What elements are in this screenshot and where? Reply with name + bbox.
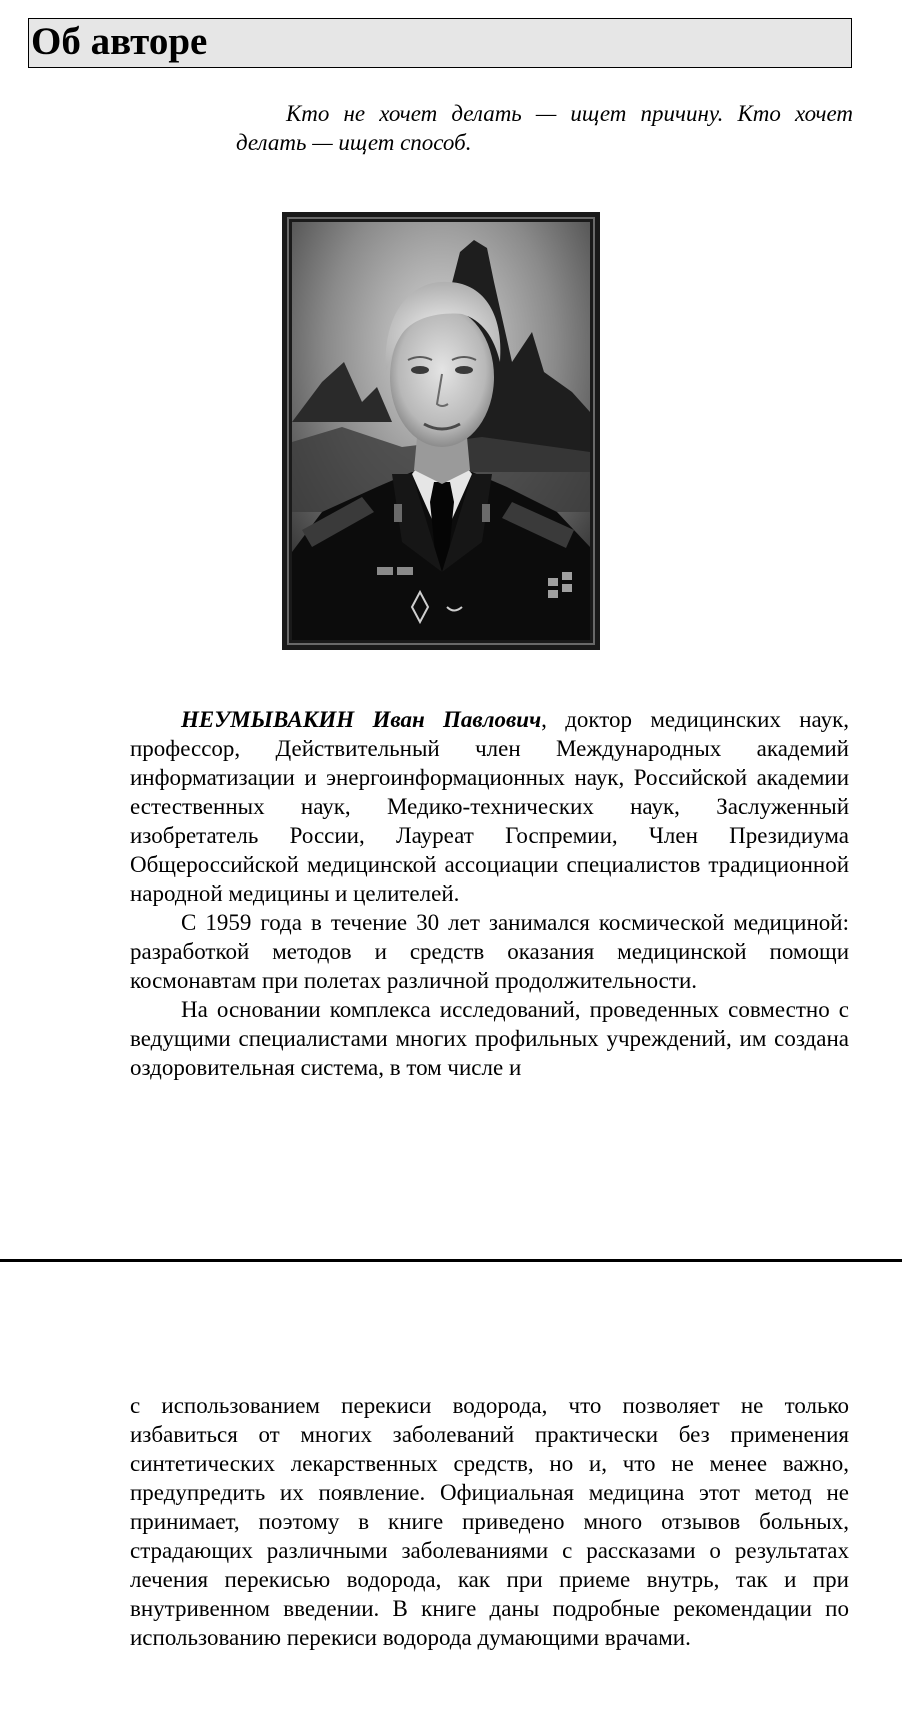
biography-paragraph-2: С 1959 года в течение 30 лет занимался космической медициной: разработкой методов и средств оказания медицинской помощи космонавтам при полетах различной продолжительности.	[130, 910, 849, 993]
biography-paragraph-3: На основании комплекса исследований, проведенных совместно с ведущими специалистами многих профильных учреждений, им создана оздоровительная система, в том числе и	[130, 997, 849, 1080]
author-portrait	[282, 212, 600, 650]
section-title: Об авторе	[31, 20, 208, 63]
biography-paragraph-3-continued: с использованием перекиси водорода, что позволяет не только избавиться от многих заболеваний практически без применения синтетических лекарственных средств, но и, что не менее важно, предупредить их появление. Официальная медицина этот метод не принимает, поэтому в книге приведено много отзывов больных, страдающих различными заболеваниями с рассказами о результатах лечения перекисью водорода, как при приеме внутрь, так и при внутривенном введении. В книге даны подробные рекомендации по использованию перекиси водорода думающими врачами.	[130, 1393, 849, 1650]
author-name: НЕУМЫВАКИН Иван Павлович	[181, 707, 542, 732]
biography-paragraph-1	[130, 705, 849, 908]
epigraph: Кто не хочет делать — ищет причину. Кто хочет делать — ищет способ.	[236, 101, 853, 155]
page-divider	[0, 1259, 902, 1262]
biography-text-page2	[130, 1391, 849, 1652]
biography-text-page1	[130, 705, 849, 1082]
section-header	[28, 18, 852, 68]
biography-paragraph-1-text: , доктор медицинских наук, профессор, Действительный член Международных академий информатизации и энергоинформационных наук, Российской академии естественных наук, Медико-технических наук, Заслуженный изобретатель России, Лауреат Госпремии, Член Президиума Общероссийской медицинской ассоциации специалистов традиционной народной медицины и целителей.	[130, 707, 849, 906]
portrait-image	[282, 212, 600, 650]
